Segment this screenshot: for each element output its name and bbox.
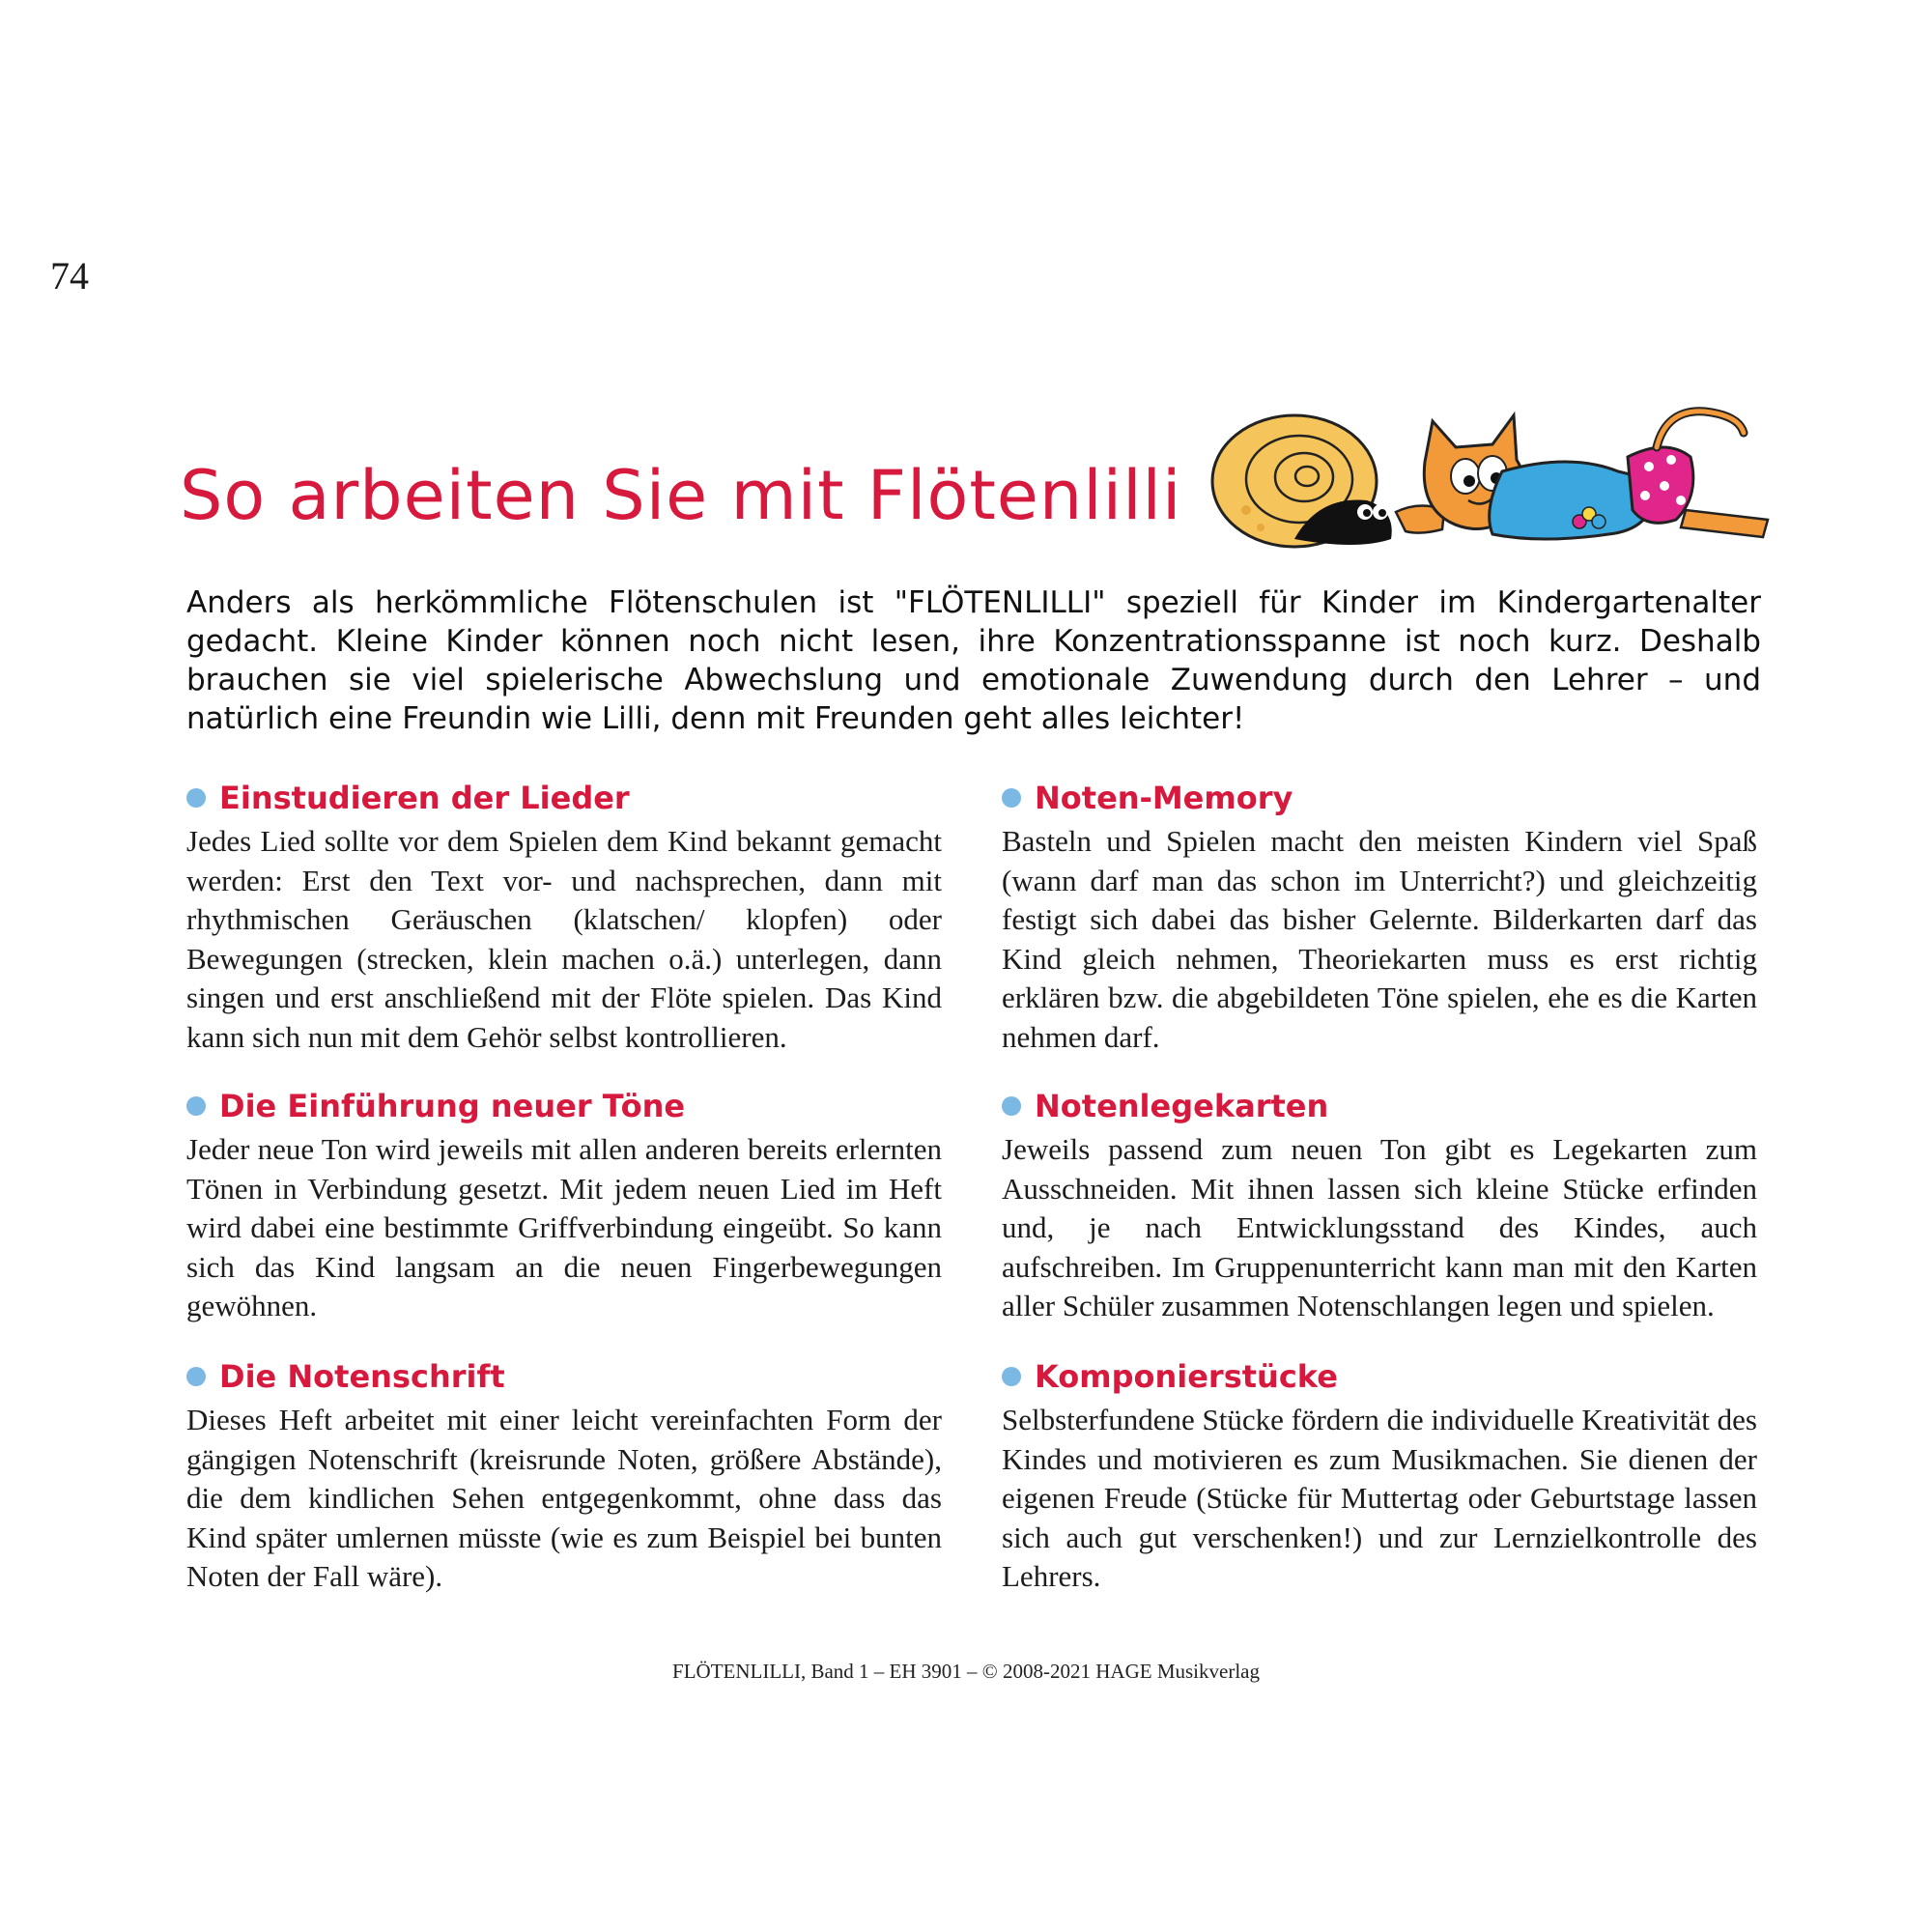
section-heading xyxy=(186,1086,942,1126)
section-body: Selbsterfundene Stücke fördern die individuelle Kreativität des Kindes und motivieren es zum Musikmachen. Sie dienen der eigenen Freude (Stücke für Muttertag oder Geburtstage lassen sich auch gut verschenken!) und zur Lernzielkontrolle des Lehrers. xyxy=(1002,1403,1757,1593)
section-body: Basteln und Spielen macht den meisten Kindern viel Spaß (wann darf man das schon im Unterricht?) und gleichzeitig festigt sich dabei das bisher Gelernte. Bilderkarten darf das Kind gleich nehmen, Theoriekarten muss es erst richtig erklären bzw. die abgebildeten Töne spielen, ehe es die Karten nehmen darf. xyxy=(1002,824,1757,1054)
section-komponierstuecke xyxy=(1002,1356,1757,1597)
section-body: Jedes Lied sollte vor dem Spielen dem Kind bekannt gemacht werden: Erst den Text vor- und nachsprechen, dann mit rhythmischen Geräuschen (klatschen/ klopfen) oder Bewegungen (strecken, klein machen o.ä.) unterlegen, dann singen und erst anschließend mit der Flöte spielen. Das Kind kann sich nun mit dem Gehör selbst kontrollieren. xyxy=(186,824,942,1054)
section-heading xyxy=(1002,1086,1757,1126)
section-notenlegekarten xyxy=(1002,1086,1757,1326)
section-heading xyxy=(186,778,942,818)
page-title: So arbeiten Sie mit Flötenlilli xyxy=(180,456,1182,535)
section-heading xyxy=(1002,778,1757,818)
footer-copyright: FLÖTENLILLI, Band 1 – EH 3901 – © 2008-2021 HAGE Musikverlag xyxy=(672,1660,1260,1683)
page-number: 74 xyxy=(50,254,89,298)
section-heading-text: Die Notenschrift xyxy=(219,1358,505,1395)
bullet-icon xyxy=(186,1096,206,1116)
bullet-icon xyxy=(1002,1367,1021,1386)
section-body: Jeder neue Ton wird jeweils mit allen anderen bereits erlernten Tönen in Verbindung gesetzt. Mit jedem neuen Lied im Heft wird dabei eine bestimmte Griffverbindung eingeübt. So kann sich das Kind langsam an die neuen Fingerbewegungen gewöhnen. xyxy=(186,1132,942,1322)
section-einstudieren xyxy=(186,778,942,1057)
section-heading-text: Komponierstücke xyxy=(1035,1358,1338,1395)
bullet-icon xyxy=(1002,788,1021,808)
bullet-icon xyxy=(1002,1096,1021,1116)
section-einfuehrung-neuer-toene xyxy=(186,1086,942,1326)
section-notenschrift xyxy=(186,1356,942,1597)
snail-and-cat-illustration xyxy=(1203,404,1773,563)
section-body: Dieses Heft arbeitet mit einer leicht vereinfachten Form der gängigen Notenschrift (kreisrunde Noten, größere Abstände), die dem kindlichen Sehen entgegenkommt, ohne dass das Kind später umlernen müsste (wie es zum Beispiel bei bunten Noten der Fall wäre). xyxy=(186,1403,942,1593)
section-body: Jeweils passend zum neuen Ton gibt es Legekarten zum Ausschneiden. Mit ihnen lassen sich kleine Stücke erfinden und, je nach Entwicklungsstand des Kindes, auch aufschreiben. Im Gruppenunterricht kann man mit den Karten aller Schüler zusammen Notenschlangen legen und spielen. xyxy=(1002,1132,1757,1322)
intro-paragraph: Anders als herkömmliche Flötenschulen ist "FLÖTENLILLI" speziell für Kinder im Kindergartenalter gedacht. Kleine Kinder können noch nicht lesen, ihre Konzentrationsspanne ist noch kurz. Deshalb brauchen sie viel spielerische Abwechslung und emotionale Zuwendung durch den Lehrer – und natürlich eine Freundin wie Lilli, denn mit Freunden geht alles leichter! xyxy=(186,585,1761,736)
section-noten-memory xyxy=(1002,778,1757,1057)
bullet-icon xyxy=(186,1367,206,1386)
section-heading-text: Die Einführung neuer Töne xyxy=(219,1088,686,1124)
bullet-icon xyxy=(186,788,206,808)
section-heading xyxy=(186,1356,942,1397)
section-heading-text: Noten-Memory xyxy=(1035,780,1293,816)
section-heading-text: Notenlegekarten xyxy=(1035,1088,1329,1124)
section-heading-text: Einstudieren der Lieder xyxy=(219,780,630,816)
section-heading xyxy=(1002,1356,1757,1397)
